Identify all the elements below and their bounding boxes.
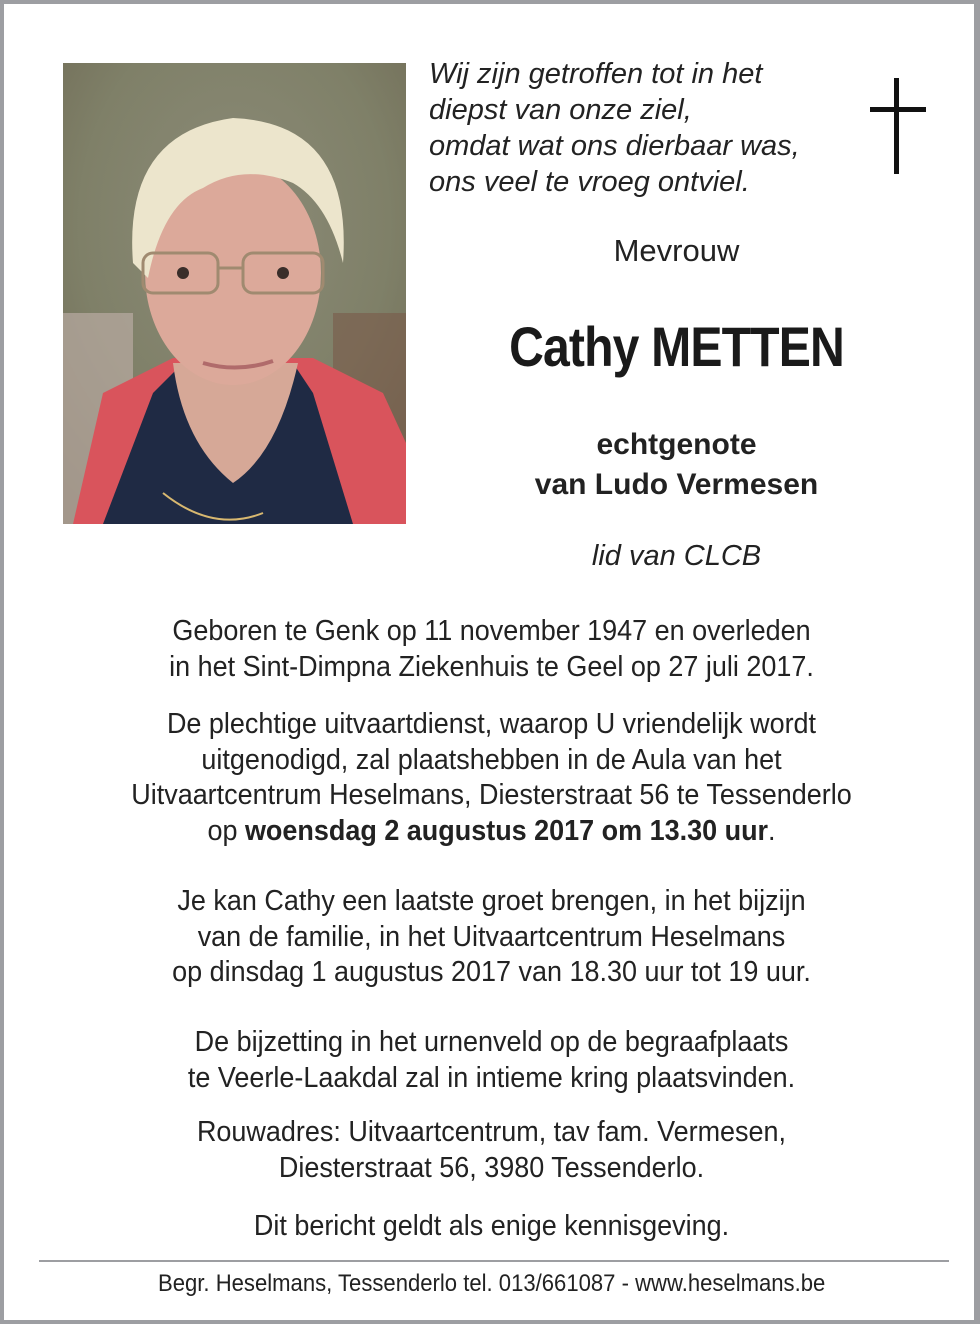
text-line — [66, 814, 917, 850]
relation-line: van Ludo Vermesen — [534, 468, 819, 501]
text-line: Rouwadres: Uitvaartcentrum, tav fam. Vermesen, — [196, 1116, 787, 1148]
funeral-paragraph — [34, 707, 949, 849]
text-line: De plechtige uitvaartdienst, waarop U vriendelijk wordt — [166, 708, 817, 740]
poem-line: ons veel te vroeg ontviel. — [429, 166, 750, 198]
obituary-card — [4, 4, 974, 1320]
portrait-photo — [63, 63, 406, 524]
funeral-suffix: . — [768, 814, 776, 847]
notice-paragraph — [34, 1209, 949, 1245]
footer-text: Begr. Heselmans, Tessenderlo tel. 013/661087 - www.heselmans.be — [157, 1270, 826, 1297]
footer — [34, 1270, 949, 1298]
poem-line: diepst van onze ziel, — [429, 94, 692, 126]
poem-line: omdat wat ons dierbaar was, — [429, 130, 800, 162]
relation-line: echtgenote — [596, 428, 757, 461]
deceased-name: Cathy METTEN — [509, 315, 844, 378]
text-line: De bijzetting in het urnenveld op de begraafplaats — [194, 1026, 789, 1058]
poem-line: Wij zijn getroffen tot in het — [429, 58, 763, 90]
poem — [429, 56, 849, 200]
membership: lid van CLCB — [591, 540, 762, 572]
honorific: Mevrouw — [613, 233, 740, 268]
relation — [444, 425, 909, 505]
birth-death-paragraph — [34, 614, 949, 685]
funeral-datetime: woensdag 2 augustus 2017 om 13.30 uur — [244, 814, 769, 847]
text-line: Je kan Cathy een laatste groet brengen, in het bijzijn — [177, 885, 806, 917]
funeral-prefix: op — [207, 814, 245, 847]
text-line: in het Sint-Dimpna Ziekenhuis te Geel op 27 juli 2017. — [169, 650, 814, 683]
footer-divider — [39, 1260, 949, 1262]
cross-icon — [870, 78, 926, 174]
text-line: Diesterstraat 56, 3980 Tessenderlo. — [278, 1151, 705, 1184]
text-line: te Veerle-Laakdal zal in intieme kring plaatsvinden. — [187, 1061, 796, 1094]
text-line: Geboren te Genk op 11 november 1947 en overleden — [172, 615, 811, 647]
address-paragraph — [34, 1115, 949, 1186]
text-line: uitgenodigd, zal plaatshebben in de Aula van het — [201, 743, 782, 776]
burial-paragraph — [34, 1025, 949, 1096]
text-line: Dit bericht geldt als enige kennisgeving. — [253, 1210, 730, 1242]
text-line: Uitvaartcentrum Heselmans, Diesterstraat 56 te Tessenderlo — [131, 779, 852, 811]
text-line: van de familie, in het Uitvaartcentrum Heselmans — [197, 920, 786, 953]
portrait-illustration — [63, 63, 406, 524]
text-line: op dinsdag 1 augustus 2017 van 18.30 uur tot 19 uur. — [172, 956, 811, 988]
farewell-paragraph — [34, 884, 949, 991]
